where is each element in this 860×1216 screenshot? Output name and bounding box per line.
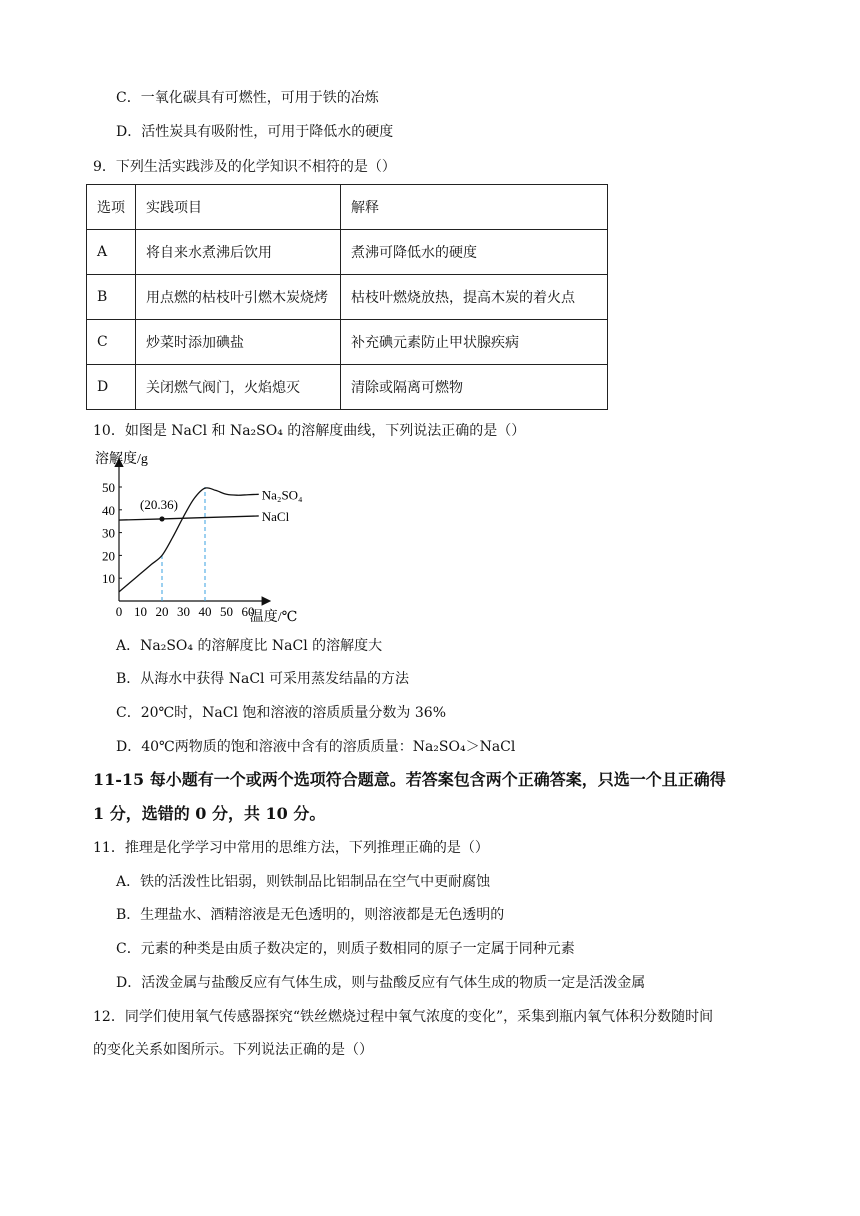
y-tick-label: 10 bbox=[102, 571, 115, 587]
y-tick-label: 30 bbox=[102, 525, 115, 541]
marked-point bbox=[159, 516, 164, 521]
q9-table bbox=[86, 184, 608, 410]
q11-option-c: C．元素的种类是由质子数决定的，则质子数相同的原子一定属于同种元素 bbox=[116, 941, 575, 957]
table-cell: 补充碘元素防止甲状腺疾病 bbox=[341, 320, 608, 365]
table-cell: 将自来水煮沸后饮用 bbox=[136, 230, 341, 275]
solubility-chart bbox=[88, 446, 328, 626]
table-row bbox=[87, 230, 608, 275]
section-note-line2: 1 分，选错的 0 分，共 10 分。 bbox=[93, 804, 326, 823]
table-header-cell: 解释 bbox=[341, 185, 608, 230]
table-cell: C bbox=[87, 320, 136, 365]
table-row bbox=[87, 275, 608, 320]
x-tick-label: 30 bbox=[177, 604, 190, 619]
q11-option-d: D．活泼金属与盐酸反应有气体生成，则与盐酸反应有气体生成的物质一定是活泼金属 bbox=[116, 975, 646, 991]
table-cell: B bbox=[87, 275, 136, 320]
x-tick-label: 40 bbox=[198, 604, 212, 619]
section-note-line1: 11-15 每小题有一个或两个选项符合题意。若答案包含两个正确答案，只选一个且正确得 bbox=[93, 770, 726, 789]
table-cell: 煮沸可降低水的硬度 bbox=[341, 230, 608, 275]
series-line-nacl bbox=[119, 516, 259, 520]
table-cell: D bbox=[87, 365, 136, 410]
table-row bbox=[87, 320, 608, 365]
q12-stem-line1: 12．同学们使用氧气传感器探究“铁丝燃烧过程中氧气浓度的变化”，采集到瓶内氧气体积分数随时间 bbox=[93, 1009, 714, 1025]
q9-stem: 9．下列生活实践涉及的化学知识不相符的是（） bbox=[93, 159, 396, 175]
series-label: NaCl bbox=[261, 508, 290, 524]
table-cell: 用点燃的枯枝叶引燃木炭烧烤 bbox=[136, 275, 341, 320]
point-annotation: (20.36) bbox=[140, 496, 178, 512]
x-tick-label: 0 bbox=[115, 604, 123, 619]
table-cell: 关闭燃气阀门，火焰熄灭 bbox=[136, 365, 341, 410]
y-tick-label: 40 bbox=[102, 502, 115, 518]
y-axis-label: 溶解度/g bbox=[95, 452, 148, 467]
q10-option-c: C．20℃时，NaCl 饱和溶液的溶质质量分数为 36% bbox=[116, 705, 446, 721]
q10-option-d: D．40℃两物质的饱和溶液中含有的溶质质量：Na₂SO₄＞NaCl bbox=[116, 739, 516, 755]
q10-option-b: B．从海水中获得 NaCl 可采用蒸发结晶的方法 bbox=[116, 671, 409, 687]
x-tick-label: 50 bbox=[220, 604, 233, 619]
table-header-row bbox=[87, 185, 608, 230]
table-header-cell: 选项 bbox=[87, 185, 136, 230]
table-row bbox=[87, 365, 608, 410]
q12-stem-line2: 的变化关系如图所示。下列说法正确的是（） bbox=[93, 1042, 373, 1058]
x-axis-label: 温度/℃ bbox=[249, 610, 298, 625]
x-tick-label: 10 bbox=[134, 604, 147, 619]
q11-stem: 11．推理是化学学习中常用的思维方法，下列推理正确的是（） bbox=[93, 840, 489, 856]
x-tick-label: 20 bbox=[155, 604, 169, 619]
series-label: Na₂SO₄ bbox=[261, 487, 303, 503]
q8-option-c: C．一氧化碳具有可燃性，可用于铁的冶炼 bbox=[116, 90, 379, 106]
table-cell: 枯枝叶燃烧放热，提高木炭的着火点 bbox=[341, 275, 608, 320]
q11-option-b: B．生理盐水、酒精溶液是无色透明的，则溶液都是无色透明的 bbox=[116, 907, 505, 923]
y-tick-label: 50 bbox=[102, 480, 115, 495]
table-cell: A bbox=[87, 230, 136, 275]
table-header-cell: 实践项目 bbox=[136, 185, 341, 230]
q11-option-a: A．铁的活泼性比铝弱，则铁制品比铝制品在空气中更耐腐蚀 bbox=[116, 874, 491, 890]
table-cell: 清除或隔离可燃物 bbox=[341, 365, 608, 410]
q8-option-d: D．活性炭具有吸附性，可用于降低水的硬度 bbox=[116, 124, 394, 140]
x-tick-label: 60 bbox=[241, 604, 255, 619]
table-cell: 炒菜时添加碘盐 bbox=[136, 320, 341, 365]
q10-option-a: A．Na₂SO₄ 的溶解度比 NaCl 的溶解度大 bbox=[116, 638, 383, 654]
y-tick-label: 20 bbox=[102, 548, 115, 564]
q10-stem: 10．如图是 NaCl 和 Na₂SO₄ 的溶解度曲线，下列说法正确的是（） bbox=[93, 423, 526, 439]
